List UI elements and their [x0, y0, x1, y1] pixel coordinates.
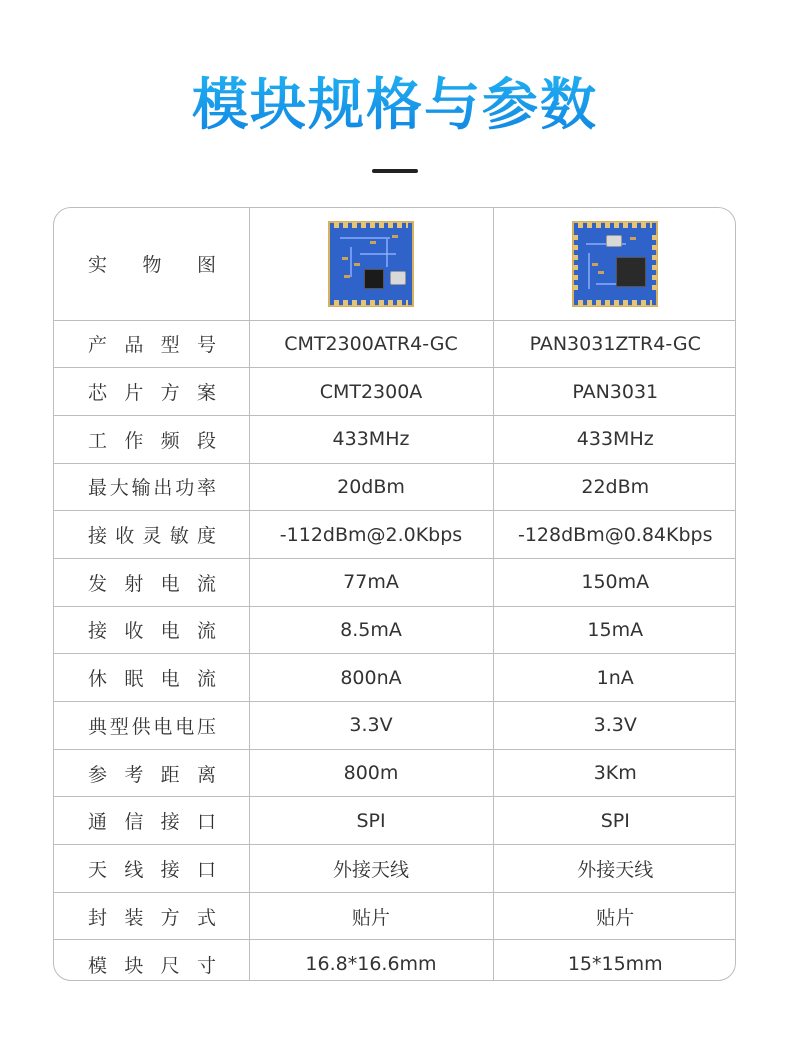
module-a-value: 800m — [249, 749, 493, 797]
row-label: 接 收 灵 敏 度 — [88, 525, 216, 548]
module-a-value: -112dBm@2.0Kbps — [249, 511, 493, 559]
table-row — [54, 749, 736, 797]
module-b-value: 433MHz — [493, 415, 736, 463]
table-row — [54, 654, 736, 702]
row-label-cell — [54, 892, 249, 940]
module-b-value: PAN3031ZTR4-GC — [493, 320, 736, 368]
table-row — [54, 702, 736, 750]
row-label-cell — [54, 320, 249, 368]
row-label-cell — [54, 749, 249, 797]
module-b-value: 15*15mm — [567, 953, 663, 976]
table-row — [54, 511, 736, 559]
module-a-photo-cell — [249, 208, 493, 320]
row-label: 最 大 输 出 功 率 — [88, 477, 216, 500]
module-b-value: 贴片 — [493, 892, 736, 940]
row-label-cell — [54, 702, 249, 750]
module-a-value: 16.8*16.6mm — [249, 940, 493, 981]
table-row — [54, 415, 736, 463]
module-a-value: 20dBm — [249, 463, 493, 511]
row-label: 发 射 电 流 — [88, 572, 216, 595]
module-a-image — [328, 221, 414, 307]
module-a-value: CMT2300A — [249, 368, 493, 416]
table-row — [54, 558, 736, 606]
title-divider — [372, 169, 418, 173]
row-label-cell — [54, 797, 249, 845]
module-b-value: 外接天线 — [493, 845, 736, 893]
module-b-image — [572, 221, 658, 307]
row-label: 休 眠 电 流 — [88, 668, 216, 691]
module-b-value: 15mA — [493, 606, 736, 654]
table-row — [54, 320, 736, 368]
row-label-cell — [54, 606, 249, 654]
module-a-value: 77mA — [249, 558, 493, 606]
row-label: 实 物 图 — [88, 254, 216, 277]
module-b-value: -128dBm@0.84Kbps — [493, 511, 736, 559]
row-label: 产 品 型 号 — [88, 334, 216, 357]
row-label-cell — [54, 940, 249, 981]
module-b-value: 1nA — [493, 654, 736, 702]
table-row — [54, 606, 736, 654]
row-label: 参 考 距 离 — [88, 763, 216, 786]
page-title: 模块规格与参数 — [0, 66, 790, 146]
module-b-value: 22dBm — [493, 463, 736, 511]
table-row — [54, 463, 736, 511]
table-row — [54, 797, 736, 845]
table-row — [54, 892, 736, 940]
row-label: 工 作 频 段 — [88, 429, 216, 452]
row-label-cell — [54, 463, 249, 511]
row-label-cell — [54, 511, 249, 559]
module-a-value: SPI — [249, 797, 493, 845]
module-a-value: CMT2300ATR4-GC — [249, 320, 493, 368]
module-a-value: 800nA — [249, 654, 493, 702]
spec-table — [53, 207, 736, 981]
row-label: 封 装 方 式 — [88, 906, 216, 929]
row-label: 天 线 接 口 — [88, 858, 216, 881]
row-label: 典 型 供 电 电 压 — [88, 715, 216, 738]
row-label-cell — [54, 845, 249, 893]
module-a-value: 外接天线 — [249, 845, 493, 893]
module-b-photo-cell — [493, 208, 736, 320]
row-label: 模 块 尺 寸 — [88, 954, 216, 977]
module-a-value: 3.3V — [249, 702, 493, 750]
module-b-value: 3.3V — [493, 702, 736, 750]
module-b-value: PAN3031 — [493, 368, 736, 416]
row-label: 芯 片 方 案 — [88, 382, 216, 405]
module-b-value: 150mA — [493, 558, 736, 606]
table-row — [54, 368, 736, 416]
row-label: 通 信 接 口 — [88, 811, 216, 834]
photo-label-cell — [54, 208, 249, 320]
row-label-cell — [54, 368, 249, 416]
module-b-value: SPI — [493, 797, 736, 845]
row-label: 接 收 电 流 — [88, 620, 216, 643]
module-b-value: 3Km — [493, 749, 736, 797]
module-a-value: 433MHz — [249, 415, 493, 463]
row-label-cell — [54, 654, 249, 702]
row-label-cell — [54, 415, 249, 463]
module-a-value: 贴片 — [249, 892, 493, 940]
table-row — [54, 845, 736, 893]
row-label-cell — [54, 558, 249, 606]
table-row — [54, 940, 736, 981]
module-a-value: 8.5mA — [249, 606, 493, 654]
photo-row — [54, 208, 736, 320]
